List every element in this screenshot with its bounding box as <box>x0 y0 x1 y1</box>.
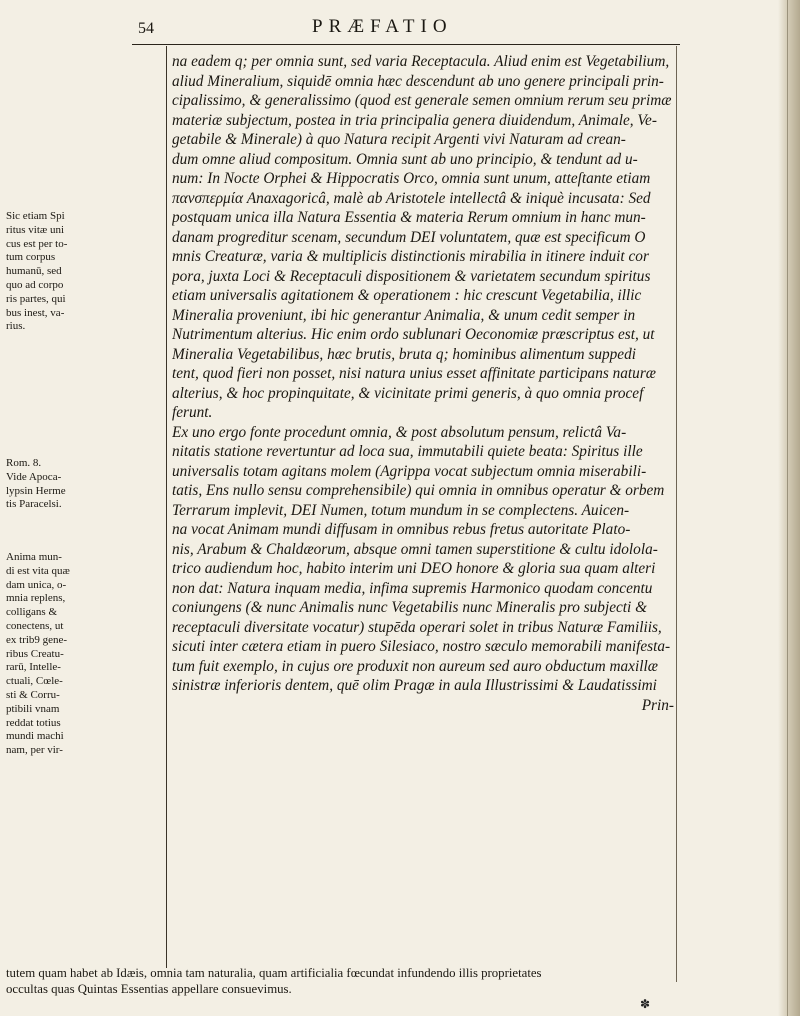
margin-note-line: Rom. 8. <box>6 457 42 469</box>
text-line: num: In Nocte Orphei & Hippocratis Orco, omnia sunt unum, atteſtante etiam <box>172 170 651 187</box>
margin-note-line: Vide Apoca- <box>6 470 62 483</box>
text-line: Ex uno ergo fonte procedunt omnia, & post absolutum pensum, relictâ Va- <box>172 423 627 441</box>
text-line: alterius, & hoc propinquitate, & vicinitate primi generis, à quo omnia procef <box>172 384 644 402</box>
column-rule-right <box>676 46 677 982</box>
text-line: aliud Mineralium, siquidē omnia hæc descendunt ab uno genere principali prin- <box>172 72 664 90</box>
text-line: cipalissimo, & generalissimo (quod est generale semen omnium rerum seu primæ <box>172 92 672 109</box>
text-line: non dat: Natura inquam media, infima supremis Harmonico quodam concentu <box>172 579 653 597</box>
text-line: materiæ subjectum, postea in tria principalia genera diuidendum, Animale, Ve- <box>172 111 657 129</box>
margin-note-line: reddat totius <box>6 716 61 729</box>
text-line: coniungens (& nunc Animalis nunc Vegetabilis nunc Mineralis pro subjecti & <box>172 599 647 616</box>
text-line: etiam universalis agitationem & operationem : hic crescunt Vegetabilia, illic <box>172 287 642 304</box>
margin-note-line: ribus Creatu- <box>6 647 64 660</box>
text-line: sinistræ inferioris dentem, quē olim Pragæ in aula Illustrissimi & Laudatissimi <box>172 677 657 694</box>
margin-note-line: ptibili vnam <box>6 702 60 715</box>
text-line: nitatis statione revertuntur ad loca sua, immutabili quiete beata: Spiritus ille <box>172 443 643 460</box>
text-line: na vocat Animam mundi diffusam in omnibus rebus fretus autoritate Plato- <box>172 521 631 538</box>
text-line: Mineralia proveniunt, ibi hic generantur Animalia, & unum cedit semper in <box>172 306 636 324</box>
margin-note-line: bus inest, va- <box>6 306 65 319</box>
column-rule-left <box>166 46 167 968</box>
text-line: pora, juxta Loci & Receptaculi dispositionem & varietatem secundum spiritus <box>172 267 651 285</box>
text-line: Nutrimentum alterius. Hic enim ordo sublunari Oeconomiæ præscriptus est, ut <box>172 326 655 343</box>
margin-note-line: dam unica, o- <box>6 578 67 591</box>
ornament-icon: ✽ <box>640 997 651 1011</box>
margin-note-line: Sic etiam Spi <box>6 210 65 222</box>
margin-note-line: lypsin Herme <box>6 484 66 497</box>
header-rule <box>132 44 680 45</box>
text-line: tum fuit exemplo, in cujus ore produxit non aureum sed auro obductum maxillæ <box>172 657 658 675</box>
footer-line: occultas quas Quintas Essentias appellare consuevimus. <box>6 981 292 996</box>
margin-note-line: tum corpus <box>6 251 56 264</box>
margin-note-line: ex trib9 gene- <box>6 633 68 646</box>
text-line: tent, quod fieri non posset, nisi natura unius esset affinitate participans naturæ <box>172 365 656 382</box>
margin-note-line: nam, per vir- <box>6 744 63 757</box>
margin-note-line: ctuali, Cœle- <box>6 675 63 688</box>
margin-note-line: humanū, sed <box>6 265 62 278</box>
text-line: mnis Creaturæ, varia & multiplicis distinctionis mirabilia in itinere induit cor <box>172 248 649 265</box>
text-line: danam progreditur scenam, secundum DEI voluntatem, quæ est specificum O <box>172 228 646 246</box>
running-title: PRÆFATIO <box>312 16 453 37</box>
margin-note-line: mundi machi <box>6 730 64 743</box>
main-text-block <box>172 52 674 715</box>
margin-note-line: di est vita quæ <box>6 564 70 577</box>
text-line: dum omne aliud compositum. Omnia sunt ab uno principio, & tendunt ad u- <box>172 150 638 168</box>
text-line: nis, Arabum & Chaldæorum, absque omni tamen superstitione & cultu idolola- <box>172 540 658 558</box>
footer-line: tutem quam habet ab Idæis, omnia tam naturalia, quam artificialia fœcundat infundendo illis proprietates <box>6 966 542 980</box>
margin-note-spiritus <box>6 210 162 334</box>
text-line: sicuti inter cætera etiam in puero Silesiaco, nostro sæculo memorabili manifesta- <box>172 638 671 655</box>
margin-note-line: quo ad corpo <box>6 278 64 291</box>
margin-note-line: conectens, ut <box>6 619 64 632</box>
text-line: getabile & Minerale) à quo Natura recipit Argenti vivi Naturam ad crean- <box>172 131 626 148</box>
text-line: postquam unica illa Natura Essentia & materia Rerum omnium in hanc mun- <box>172 209 646 226</box>
page-edge-line <box>787 0 788 1016</box>
text-line: tatis, Ens nullo sensu comprehensibile) qui omnia in omnibus operatur & orbem <box>172 482 665 499</box>
margin-note-line: ris partes, qui <box>6 292 66 305</box>
text-line: receptaculi diversitate vocatur) stupēda operari solet in tribus Naturæ Familiis, <box>172 618 662 636</box>
page-edge <box>778 0 800 1016</box>
margin-note-line: cus est per to- <box>6 237 68 250</box>
footer-text <box>6 966 686 997</box>
margin-note-line: ritus vitæ uni <box>6 223 65 236</box>
text-line: Terrarum implevit, DEI Numen, totum mundum in se complectens. Auicen- <box>172 501 630 519</box>
page-number: 54 <box>138 20 154 37</box>
margin-note-line: colligans & <box>6 606 58 619</box>
catchword: Prin- <box>641 696 674 714</box>
text-line: na eadem q; per omnia sunt, sed varia Receptacula. Aliud enim est Vegetabilium, <box>172 53 670 70</box>
margin-note-line: Anima mun- <box>6 551 62 563</box>
margin-note-line: mnia replens, <box>6 592 66 605</box>
text-line: ferunt. <box>172 404 213 421</box>
margin-note-anima <box>6 551 162 758</box>
margin-note-line: rarū, Intelle- <box>6 661 61 674</box>
margin-note-line: rius. <box>6 320 26 333</box>
text-line: πανσπερμία Anaxagoricâ, malè ab Aristotele intellectâ & iniquè incusata: Sed <box>172 189 651 207</box>
text-line: universalis totam agitans molem (Agrippa vocat subjectum omnia miserabili- <box>172 462 647 480</box>
margin-note-line: tis Paracelsi. <box>6 498 62 511</box>
text-line: trico audiendum hoc, habito interim uni DEO honore & gloria sua quam alteri <box>172 560 656 577</box>
margin-note-rom <box>6 457 162 512</box>
text-line: Mineralia Vegetabilibus, hæc brutis, bruta q; hominibus alimentum suppedi <box>172 345 636 363</box>
margin-note-line: sti & Corru- <box>6 688 60 701</box>
